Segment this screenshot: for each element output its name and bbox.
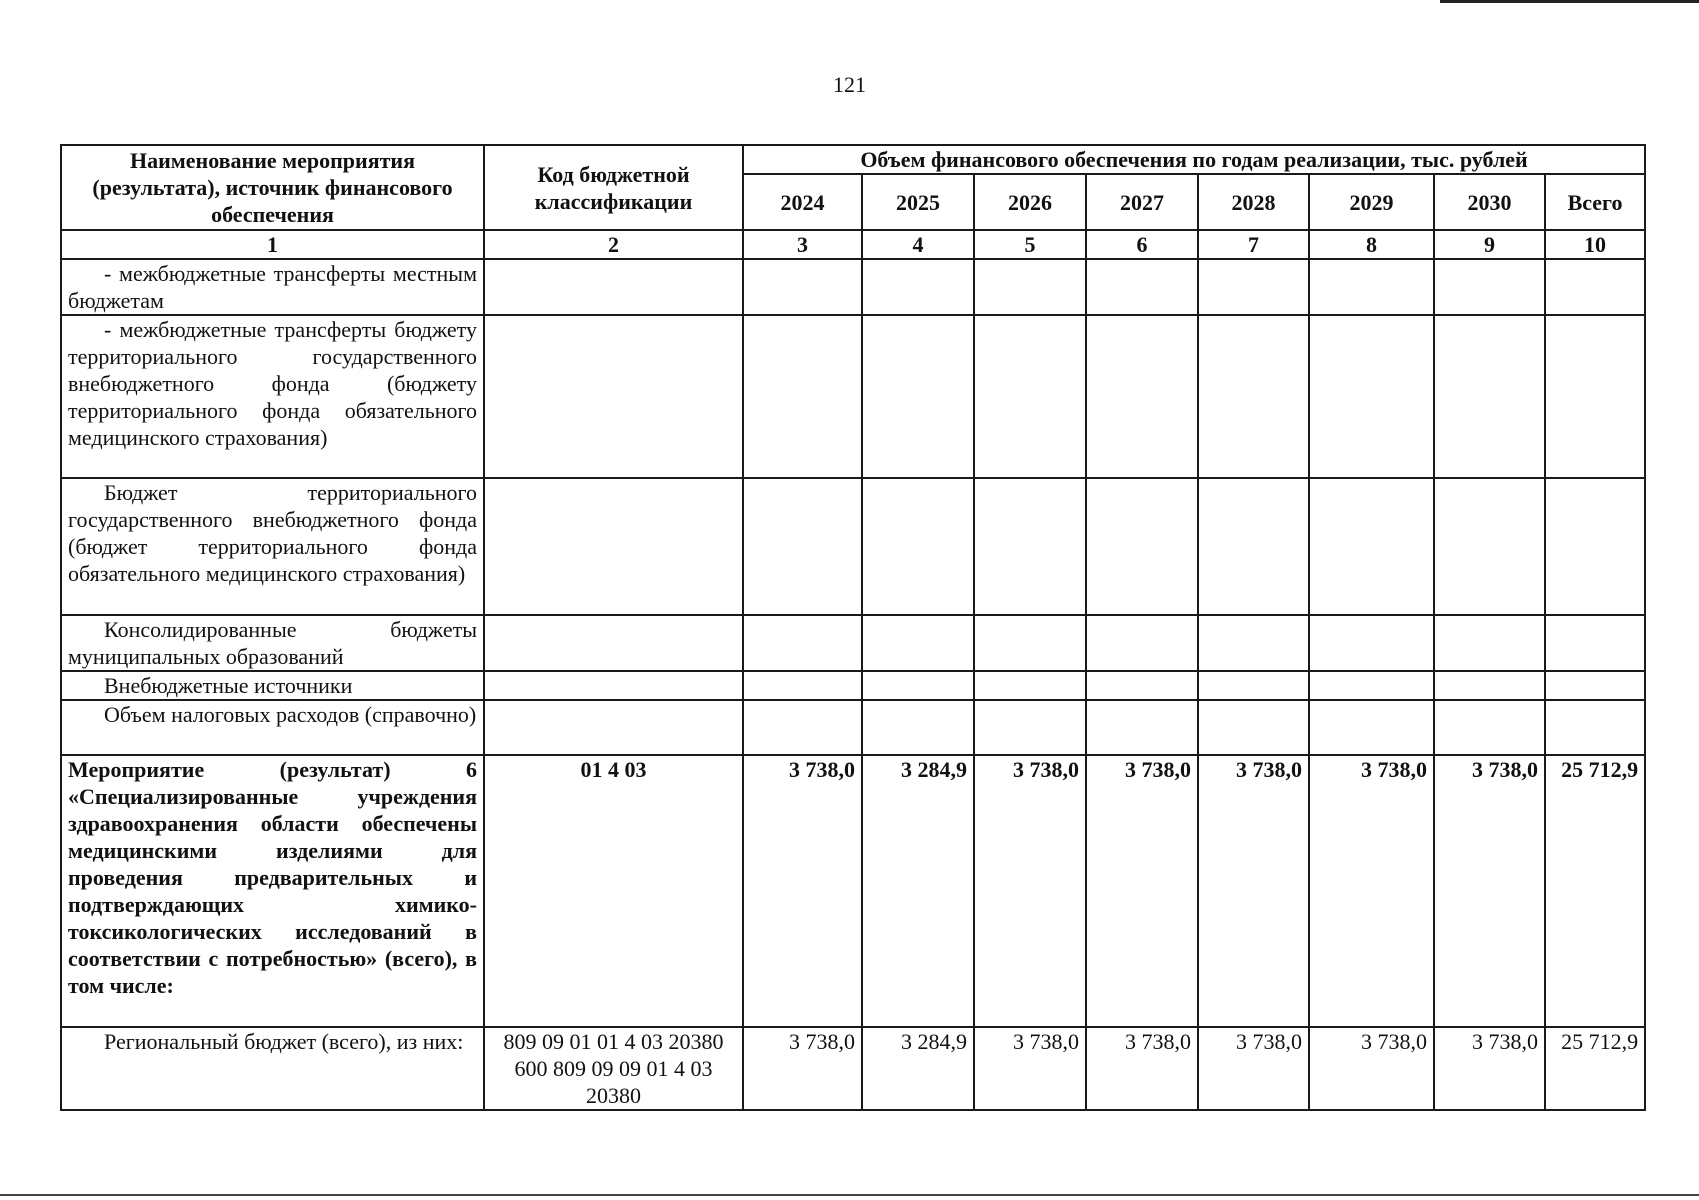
row-value: 3 738,0: [1309, 755, 1434, 1027]
header-year: 2028: [1198, 174, 1309, 230]
column-index: 6: [1086, 230, 1198, 259]
row-value: [974, 478, 1086, 615]
row-code: [484, 259, 743, 315]
row-value: [1086, 615, 1198, 671]
row-value: 25 712,9: [1545, 755, 1645, 1027]
header-year: 2024: [743, 174, 862, 230]
row-value: [1434, 700, 1545, 755]
header-year: 2027: [1086, 174, 1198, 230]
row-value: [1086, 315, 1198, 478]
row-value: 3 284,9: [862, 755, 974, 1027]
header-year: 2026: [974, 174, 1086, 230]
header-year: 2025: [862, 174, 974, 230]
row-value: 3 738,0: [974, 755, 1086, 1027]
table-row: [61, 755, 1645, 1027]
table-row: [61, 1027, 1645, 1110]
row-value: [974, 671, 1086, 700]
row-code: [484, 315, 743, 478]
table-row: [61, 671, 1645, 700]
row-value: [743, 259, 862, 315]
row-value: [1545, 671, 1645, 700]
row-value: [1545, 615, 1645, 671]
table-row: [61, 315, 1645, 478]
row-code: 809 09 01 01 4 03 20380 600 809 09 09 01 4 03 20380: [484, 1027, 743, 1110]
row-value: [1198, 700, 1309, 755]
row-code: [484, 700, 743, 755]
row-value: 3 738,0: [1086, 1027, 1198, 1110]
row-value: 3 738,0: [1434, 755, 1545, 1027]
row-value: 3 738,0: [1198, 1027, 1309, 1110]
column-index-row: [61, 230, 1645, 259]
row-value: [1198, 671, 1309, 700]
row-value: [1434, 478, 1545, 615]
row-value: [743, 615, 862, 671]
row-name: Консолидированные бюджеты муниципальных образований: [61, 615, 484, 671]
row-value: [974, 259, 1086, 315]
row-value: [743, 700, 862, 755]
row-name: Объем налоговых расходов (справочно): [61, 700, 484, 755]
row-value: 3 738,0: [743, 755, 862, 1027]
row-value: [1198, 478, 1309, 615]
row-value: [862, 259, 974, 315]
row-value: [974, 700, 1086, 755]
scan-bottom-edge: [0, 1194, 1699, 1196]
row-value: 3 738,0: [1434, 1027, 1545, 1110]
row-value: 3 738,0: [1198, 755, 1309, 1027]
row-value: [1545, 259, 1645, 315]
header-year: 2029: [1309, 174, 1434, 230]
row-value: [1434, 615, 1545, 671]
row-value: [974, 315, 1086, 478]
column-index: 1: [61, 230, 484, 259]
row-value: [1309, 478, 1434, 615]
column-index: 8: [1309, 230, 1434, 259]
row-value: [1198, 315, 1309, 478]
header-total: Всего: [1545, 174, 1645, 230]
row-name: Мероприятие (результат) 6 «Специализированные учреждения здравоохранения области обеспечены медицинскими изделиями для проведения предварительных и подтверждающих химико-токсикологических исследований в соответствии с потребностью» (всего), в том числе:: [61, 755, 484, 1027]
row-value: [1434, 671, 1545, 700]
row-name: Бюджет территориального государственного внебюджетного фонда (бюджет территориального фонда обязательного медицинского страхования): [61, 478, 484, 615]
header-volume: Объем финансового обеспечения по годам реализации, тыс. рублей: [743, 145, 1645, 174]
column-index: 2: [484, 230, 743, 259]
row-code: [484, 615, 743, 671]
column-index: 4: [862, 230, 974, 259]
row-value: [862, 615, 974, 671]
budget-table: [60, 144, 1646, 1111]
column-index: 10: [1545, 230, 1645, 259]
row-name: - межбюджетные трансферты бюджету территориального государственного внебюджетного фонда (бюджету территориального фонда обязательного медицинского страхования): [61, 315, 484, 478]
column-index: 9: [1434, 230, 1545, 259]
row-value: 25 712,9: [1545, 1027, 1645, 1110]
row-value: 3 738,0: [1309, 1027, 1434, 1110]
table-row: [61, 700, 1645, 755]
row-value: [1434, 259, 1545, 315]
row-value: [1086, 259, 1198, 315]
row-value: [1545, 315, 1645, 478]
row-value: [1309, 671, 1434, 700]
row-value: [1198, 259, 1309, 315]
row-value: [1309, 700, 1434, 755]
row-value: [743, 671, 862, 700]
row-value: [743, 315, 862, 478]
column-index: 3: [743, 230, 862, 259]
page-number: 121: [833, 72, 866, 97]
row-name: Внебюджетные источники: [61, 671, 484, 700]
row-value: [974, 615, 1086, 671]
table-row: [61, 478, 1645, 615]
row-value: [1309, 259, 1434, 315]
header-name: Наименование мероприятия (результата), источник финансового обеспечения: [61, 145, 484, 230]
row-value: [862, 478, 974, 615]
row-code: 01 4 03: [484, 755, 743, 1027]
row-value: [1086, 671, 1198, 700]
row-value: [1198, 615, 1309, 671]
row-value: [862, 671, 974, 700]
column-index: 7: [1198, 230, 1309, 259]
row-value: [1545, 700, 1645, 755]
row-value: [743, 478, 862, 615]
row-value: [1434, 315, 1545, 478]
row-code: [484, 671, 743, 700]
row-value: [1309, 615, 1434, 671]
table-row: [61, 615, 1645, 671]
header-year: 2030: [1434, 174, 1545, 230]
row-value: [1086, 478, 1198, 615]
header-code: Код бюджетной классификации: [484, 145, 743, 230]
row-name: - межбюджетные трансферты местным бюджетам: [61, 259, 484, 315]
column-index: 5: [974, 230, 1086, 259]
row-value: [1309, 315, 1434, 478]
row-value: 3 738,0: [743, 1027, 862, 1110]
row-value: 3 284,9: [862, 1027, 974, 1110]
row-code: [484, 478, 743, 615]
row-value: [1545, 478, 1645, 615]
row-name: Региональный бюджет (всего), из них:: [61, 1027, 484, 1110]
row-value: [862, 315, 974, 478]
table-row: [61, 259, 1645, 315]
row-value: 3 738,0: [974, 1027, 1086, 1110]
scan-top-edge: [1440, 0, 1699, 3]
row-value: 3 738,0: [1086, 755, 1198, 1027]
row-value: [1086, 700, 1198, 755]
row-value: [862, 700, 974, 755]
